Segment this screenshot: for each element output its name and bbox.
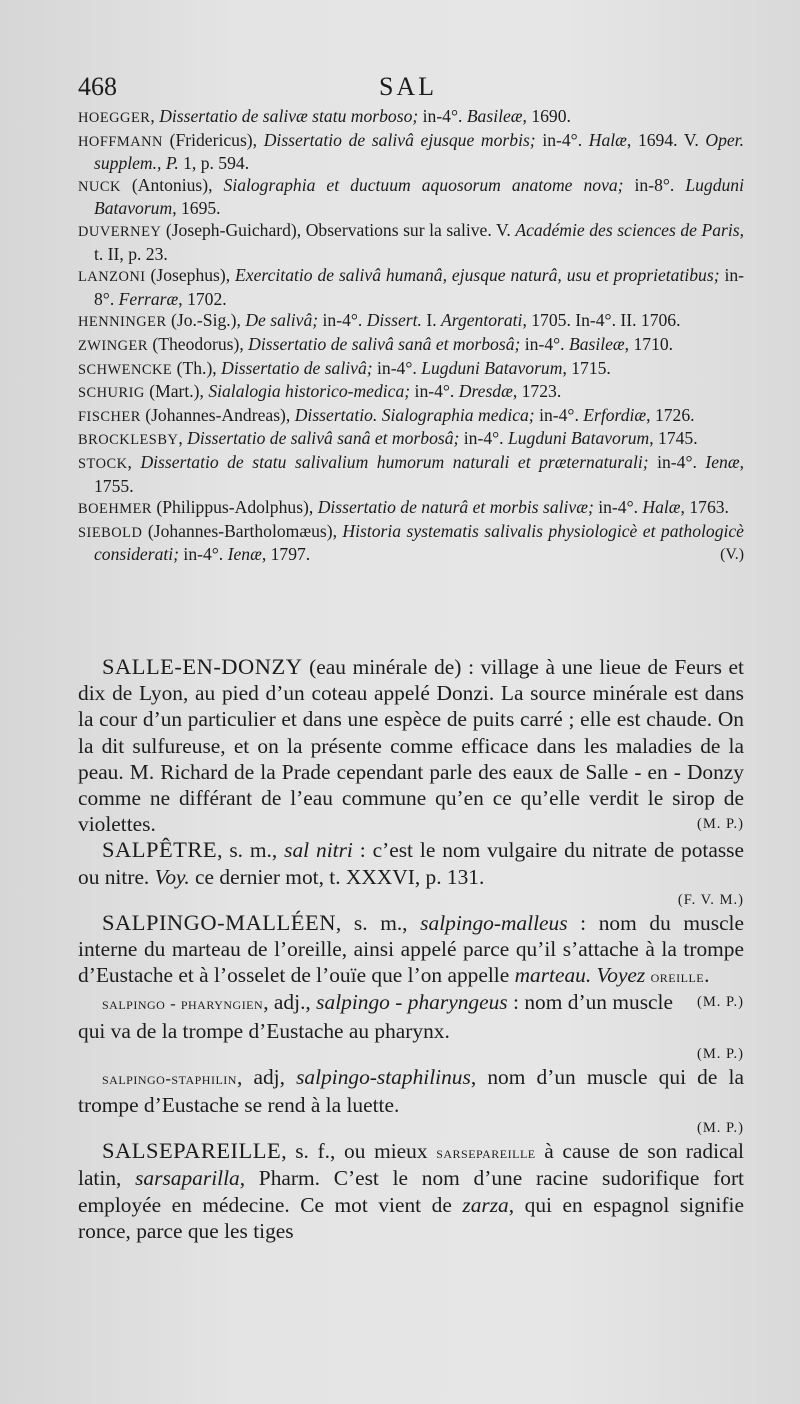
author-signature: (M. P.)	[696, 816, 744, 833]
italic-text: Historia systematis salivalis physiologicè et pathologicè considerati;	[94, 520, 744, 565]
text-run: 1, p. 594.	[178, 153, 250, 174]
text-run: à cause de son radical latin,	[78, 1139, 744, 1191]
author-name: FISCHER	[78, 408, 141, 425]
entry-headword: salpingo - pharyngien	[102, 994, 264, 1014]
dictionary-entry	[78, 837, 744, 909]
text-run: , t. II, p. 23.	[94, 219, 744, 264]
text-run: (Jo.-Sig.),	[166, 310, 246, 331]
italic-text: Dissert.	[366, 310, 422, 331]
italic-text: Lugduni Batavorum	[94, 174, 744, 219]
italic-text: Erfordiæ	[583, 404, 647, 425]
text-run: (eau minérale de) : village à une lieue de Feurs et dix de Lyon, au pied d’un coteau appelé Donzi. La source minérale est dans la cour d’un particulier et dans une espèce de puits carré ; elle est chaude. On la dit sulfureuse, et on la présente comme efficace dans les maladies de la peau. M. Richard de la Prade cependant parle des eaux de Salle - en - Donzy comme ne différant de l’eau commune qu’en ce qu’elle verdit le sirop de violettes.	[78, 655, 744, 837]
bibliography-entry	[78, 521, 744, 566]
text-run: , s. m.,	[217, 838, 285, 863]
text-run: , nom d’un muscle qui de la trompe d’Eustache se rend à la luette.	[78, 1064, 744, 1118]
bibliography-entry	[78, 428, 744, 452]
text-run: (Th.),	[172, 357, 222, 378]
dictionary-entry	[78, 989, 744, 1063]
italic-text: Voy.	[154, 864, 190, 889]
author-name: LANZONI	[78, 269, 146, 286]
text-run: (Fridericus),	[162, 129, 264, 150]
text-run: , adj,	[236, 1064, 297, 1089]
page-header	[78, 72, 738, 108]
italic-text: Halæ	[642, 497, 681, 518]
italic-text: Halæ	[588, 129, 627, 150]
italic-text: Oper. supplem., P.	[94, 129, 744, 174]
bibliography-entry	[78, 106, 744, 130]
italic-text: Dissertatio de salivâ sanâ et morbosâ;	[187, 428, 460, 449]
text-run: ce dernier mot, t. XXXVI, p. 131.	[189, 864, 485, 889]
text-run: , 1690.	[522, 106, 571, 126]
author-signature: (M. P.)	[696, 1045, 744, 1062]
text-run: , 1715.	[562, 357, 611, 378]
bibliography-entry	[78, 265, 744, 310]
italic-text: Dissertatio de salivâ;	[221, 357, 373, 378]
bibliography-entry	[78, 130, 744, 175]
italic-text: sal nitri	[284, 838, 353, 863]
text-run: , 1723.	[512, 381, 562, 402]
text-run: (Johannes-Andreas),	[140, 404, 295, 425]
bibliography-entry	[78, 381, 744, 405]
italic-text: Ienæ	[227, 544, 262, 565]
italic-text: salpingo-malleus	[420, 910, 568, 935]
small-caps-text: sarsepareille	[436, 1142, 536, 1163]
text-run: in-8°.	[623, 174, 686, 195]
bibliography-entry	[78, 405, 744, 429]
author-signature: (M. P.)	[696, 1120, 744, 1137]
small-caps-text: oreille	[650, 966, 705, 987]
italic-text: Lugduni Batavorum	[421, 357, 563, 378]
text-run: in-4°.	[459, 428, 508, 449]
text-run: , qui en espagnol signifie ronce, parce que les tiges	[78, 1192, 744, 1243]
text-run: ,	[127, 451, 141, 472]
author-name: BOEHMER	[78, 501, 153, 518]
text-run: in-4°.	[648, 451, 706, 472]
text-run: in-4°.	[593, 497, 643, 518]
italic-text: Dissertatio de salivâ ejusque morbis;	[263, 129, 536, 150]
text-run: ,	[178, 428, 188, 449]
italic-text: Sialographia et ductuum aquosorum anatome nova;	[223, 174, 624, 195]
author-name: NUCK	[78, 178, 121, 195]
text-run: , 1705. In-4°. II. 1706.	[522, 310, 681, 331]
entry-headword: SALLE-EN-DONZY	[102, 654, 303, 679]
author-name: HENNINGER	[78, 314, 167, 331]
italic-text: De salivâ;	[245, 310, 319, 331]
author-name: HOFFMANN	[78, 133, 163, 150]
entry-headword: salpingo-staphilin	[102, 1068, 237, 1088]
italic-text: Lugduni Batavorum	[507, 428, 650, 449]
italic-text: Exercitatio de salivâ humanâ, ejusque naturâ, usu et proprietatibus;	[235, 265, 720, 286]
bibliography-entry	[78, 452, 744, 497]
bibliography-entry	[78, 334, 744, 358]
bibliography-list	[78, 106, 744, 566]
bibliography-entry	[78, 175, 744, 220]
text-run: , 1797.	[261, 544, 311, 565]
text-run: in-4°.	[418, 106, 467, 126]
italic-text: Dissertatio. Sialographia medica;	[294, 404, 535, 425]
author-name: SCHURIG	[78, 385, 145, 402]
text-run: , 1710.	[624, 333, 674, 354]
bibliography-entry	[78, 310, 744, 334]
italic-text: salpingo - pharyngeus	[316, 990, 508, 1015]
text-run: in-4°.	[534, 404, 584, 425]
italic-text: zarza	[462, 1192, 509, 1217]
italic-text: Argentorati	[441, 310, 523, 331]
text-run: , 1763.	[680, 497, 729, 518]
italic-text: marteau. Voyez	[514, 963, 646, 988]
text-run: , s. f., ou mieux	[281, 1139, 437, 1164]
text-run: .	[704, 963, 710, 988]
text-run: ,	[150, 106, 160, 126]
italic-text: sarsaparilla	[135, 1166, 240, 1191]
author-name: SCHWENCKE	[78, 361, 173, 378]
author-name: SIEBOLD	[78, 524, 143, 541]
entry-headword: SALPÊTRE	[102, 837, 218, 863]
entry-headword: SALPINGO-MALLÉEN	[102, 909, 336, 935]
author-name: DUVERNEY	[78, 223, 162, 240]
running-head: SAL	[378, 72, 438, 101]
italic-text: Ferraræ	[118, 288, 179, 309]
text-run: , 1726.	[646, 404, 695, 425]
author-signature: (M. P.)	[696, 994, 744, 1011]
text-run: in-4°.	[179, 544, 228, 565]
italic-text: Dissertatio de salivâ sanâ et morbosâ;	[248, 333, 521, 354]
author-signature: (V.)	[720, 546, 744, 564]
italic-text: Sialalogia historico-medica;	[208, 381, 411, 402]
text-run: in-4°.	[520, 333, 569, 354]
text-run: (Joseph-Guichard), Observations sur la salive. V.	[161, 219, 516, 240]
author-name: STOCK	[78, 455, 128, 472]
text-run: (Theodorus),	[147, 333, 249, 354]
entry-headword: SALSEPAREILLE	[102, 1138, 282, 1164]
bibliography-entry	[78, 220, 744, 265]
italic-text: salpingo-staphilinus	[296, 1064, 471, 1089]
text-run: , 1695.	[172, 198, 221, 219]
italic-text: Dissertatio de statu salivalium humorum naturali et præternaturali;	[140, 451, 649, 472]
dictionary-entry	[78, 1138, 744, 1244]
text-run: , Pharm. C’est le nom d’une racine sudorifique fort employée en médecine. Ce mot vient de	[78, 1166, 745, 1217]
text-run: in-4°.	[410, 381, 459, 402]
text-run: : c’est le nom vulgaire du nitrate de potasse ou nitre.	[78, 838, 744, 889]
text-run: (Philippus-Adolphus),	[152, 497, 318, 518]
page-number: 468	[78, 72, 117, 101]
text-run: (Josephus),	[145, 265, 236, 286]
text-run: , adj.,	[263, 990, 317, 1015]
text-run: (Johannes-Bartholomæus),	[142, 520, 343, 541]
dictionary-entries	[78, 654, 744, 1244]
bibliography-entry	[78, 497, 744, 521]
text-run: (Antonius),	[120, 174, 224, 195]
italic-text: Basileæ	[466, 106, 523, 126]
text-run: : nom du muscle interne du marteau de l’oreille, ainsi appelé parce qu’il s’attache à la trompe d’Eustache et à l’osselet de l’ouïe que l’on appelle	[78, 910, 744, 988]
text-run: (Mart.),	[144, 381, 209, 402]
author-name: BROCKLESBY	[78, 432, 179, 449]
italic-text: Dissertatio de salivæ statu morboso;	[159, 106, 419, 126]
italic-text: Académie des sciences de Paris	[515, 219, 740, 240]
text-run: in-8°.	[94, 265, 745, 309]
italic-text: Dresdæ	[458, 381, 513, 402]
bibliography-entry	[78, 358, 744, 382]
text-run: , 1755.	[94, 451, 744, 496]
author-name: HOEGGER	[78, 110, 151, 126]
author-signature: (F. V. M.)	[677, 891, 744, 908]
italic-text: Ienæ	[705, 451, 740, 472]
dictionary-entry	[78, 654, 744, 837]
text-run: in-4°.	[318, 310, 367, 331]
text-run: I.	[421, 310, 441, 331]
text-run: , s. m.,	[335, 910, 421, 935]
author-name: ZWINGER	[78, 337, 148, 354]
dictionary-entry	[78, 1064, 744, 1138]
text-run: in-4°.	[535, 129, 589, 150]
italic-text: Dissertatio de naturâ et morbis salivæ;	[317, 497, 594, 518]
italic-text: Basileæ	[568, 333, 625, 354]
text-run: in-4°.	[372, 357, 422, 378]
text-run: , 1702.	[178, 288, 227, 309]
text-run: , 1694. V.	[626, 129, 706, 150]
text-run: , 1745.	[649, 428, 698, 449]
text-run: : nom d’un muscle qui va de la trompe d’Eustache au pharynx.	[78, 990, 673, 1043]
